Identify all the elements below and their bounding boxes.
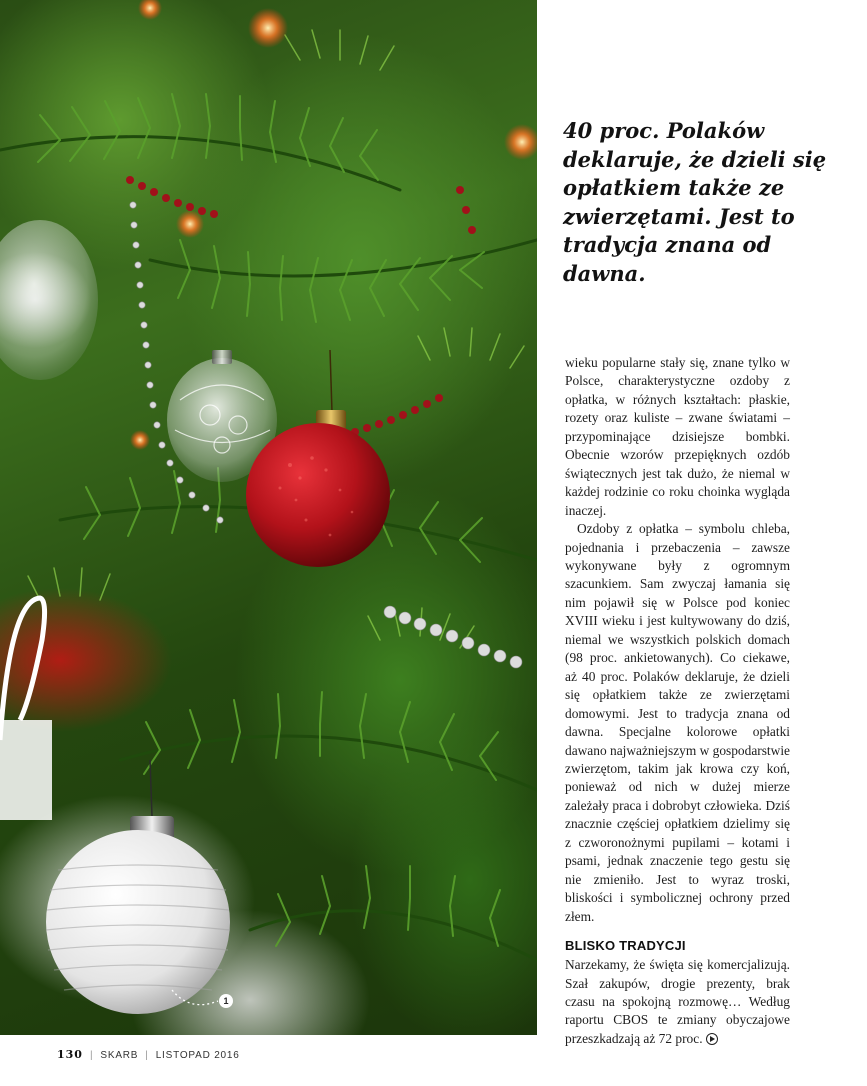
paragraph-1: wieku popularne stały się, znane tylko w Polsce, charakterystyczne ozdoby z opłatka, w różnych kształtach: płaskie, rozety oraz kuliste – zwane światami – przypominające dzisiejsze bombki. Obecnie wzorów przepięknych ozdób świątecznych jest tak dużo, że niemal w każdej rodzinie co roku choinka wygląda inaczej.: [565, 355, 790, 518]
page-footer: [57, 1048, 240, 1061]
issue-date: LISTOPAD 2016: [155, 1050, 240, 1061]
photo-caption-number: 1: [219, 994, 233, 1008]
page-number: 130: [57, 1048, 83, 1061]
pull-quote: 40 proc. Polaków deklaruje, że dzieli się opłatkiem także ze zwierzętami. Jest to tradycja znana od dawna.: [563, 118, 827, 286]
play-arrow-circle-icon: [706, 1033, 718, 1045]
section-heading: BLISKO TRADYCJI: [565, 938, 686, 954]
article-body: [565, 354, 790, 1048]
magazine-name: SKARB: [100, 1050, 139, 1061]
paragraph-3: [565, 956, 790, 1048]
paragraph-2: Ozdoby z opłatka – symbolu chleba, pojednania i przebaczenia – zawsze wykonywane były z ogromnym szacunkiem. Sam zwyczaj łamania się nim pojawił się w Polsce pod koniec XVIII wieku i jest kultywowany do dziś, niemal we wszystkich polskich domach (98 proc. ankietowanych). Co ciekawe, aż 40 proc. Polaków deklaruje, że dzieli się opłatkiem także ze zwierzętami domowymi. Jest to tradycja znana od dawna. Specjalne kolorowe opłatki dawano najważniejszym w gospodarstwie zwierzętom, takim jak krowa czy koń, ponieważ od nich w dużej mierze zależały praca i dobrobyt człowieka. Dziś znacznie częściej opłatkiem dzielimy się z czworonożnymi pupilami – kotami i psami, jednak znaczenie tego gestu się nie zmieniło. Jest to wyraz troski, bliskości i symbolicznej ochrony przed złem.: [565, 521, 790, 924]
footer-divider: |: [145, 1050, 149, 1061]
paragraph-3-text: Narzekamy, że święta się komercjalizują. Szał zakupów, drogie prezenty, brak czasu na spokojną rozmowę… Według raportu CBOS te zmiany obyczajowe przeszkadzają aż 72 proc.: [565, 957, 790, 1046]
footer-divider: |: [89, 1050, 94, 1061]
